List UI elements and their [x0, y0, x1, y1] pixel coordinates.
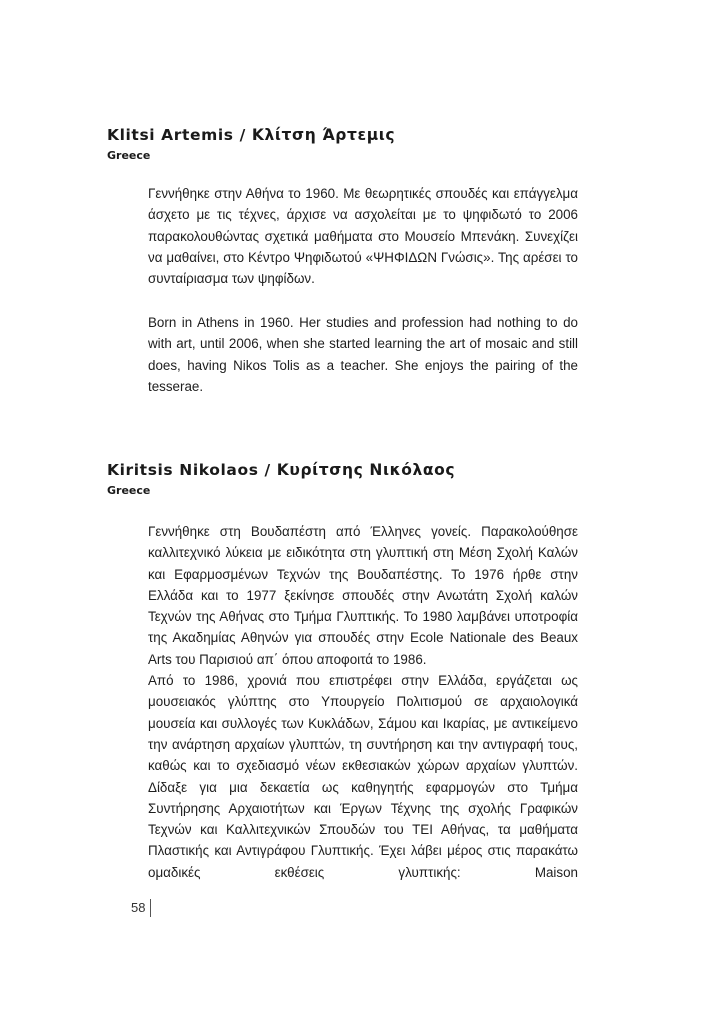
artist-name: Klitsi Artemis / Κλίτση Άρτεμις [107, 126, 396, 144]
bio-paragraph: Born in Athens in 1960. Her studies and profession had nothing to do with art, until 2006, when she started learning the art of mosaic and still does, having Nikos Tolis as a teacher. She enjoys the pairing of the tesserae. [148, 315, 578, 394]
artist-country: Greece [107, 149, 151, 162]
bio-paragraph: Από το 1986, χρονιά που επιστρέφει στην Ελλάδα, εργάζεται ως μουσειακός γλύπτης στο Υπουργείο Πολιτισμού σε αρχαιολογικά μουσεία και συλλογές των Κυκλάδων, Σάμου και Ικαρίας, με αντικείμενο την ανάρτηση αρχαίων γλυπτών, τη συντήρηση και την αντιγραφή τους, καθώς και το σχεδιασμό νέων εκθεσιακών χώρων αρχαίων γλυπτών. Δίδαξε για μια δεκαετία ως καθηγητής εφαρμογών στο Τμήμα Συντήρησης Αρχαιοτήτων και Έργων Τέχνης της σχολής Γραφικών Τεχνών και Καλλιτεχνικών Σπουδών του ΤΕΙ Αθήνας, τα μαθήματα Πλαστικής και Αντιγράφου Γλυπτικής. Έχει λάβει μέρος στις παρακάτω ομαδικές εκθέσεις γλυπτικής: Maison [148, 673, 578, 880]
artist-entry-header [107, 460, 455, 498]
artist-entry-header [107, 125, 395, 163]
page-number: 58 [131, 899, 151, 917]
bio-paragraph: Γεννήθηκε στην Αθήνα το 1960. Με θεωρητικές σπουδές και επάγγελμα άσχετο με τις τέχνες, άρχισε να ασχολείται με το ψηφιδωτό το 2006 παρακολουθώντας σχετικά μαθήματα στο Μουσείο Μπενάκη. Συνεχίζει να μαθαίνει, στο Κέντρο Ψηφιδωτού «ΨΗΦΙΔΩΝ Γνώσις». Της αρέσει το συνταίριασμα των ψηφίδων. [148, 186, 578, 287]
artist-country: Greece [107, 484, 151, 497]
artist-bio-greek [148, 183, 578, 289]
artist-name: Kiritsis Nikolaos / Κυρίτσης Νικόλαος [107, 461, 456, 479]
artist-bio-greek [148, 521, 578, 883]
artist-bio-english [148, 312, 578, 397]
bio-paragraph: Γεννήθηκε στη Βουδαπέστη από Έλληνες γονείς. Παρακολούθησε καλλιτεχνικό λύκεια με ειδικότητα στη γλυπτική στη Μέση Σχολή Καλών και Εφαρμοσμένων Τεχνών της Βουδαπέστης. Το 1976 ήρθε στην Ελλάδα και το 1977 ξεκίνησε σπουδές στην Ανωτάτη Σχολή καλών Τεχνών της Αθήνας στο Τμήμα Γλυπτικής. Το 1980 λαμβάνει υποτροφία της Ακαδημίας Αθηνών για σπουδές στην Ecole Nationale des Beaux Arts του Παρισιού απ΄ όπου αποφοιτά το 1986. [148, 524, 578, 667]
